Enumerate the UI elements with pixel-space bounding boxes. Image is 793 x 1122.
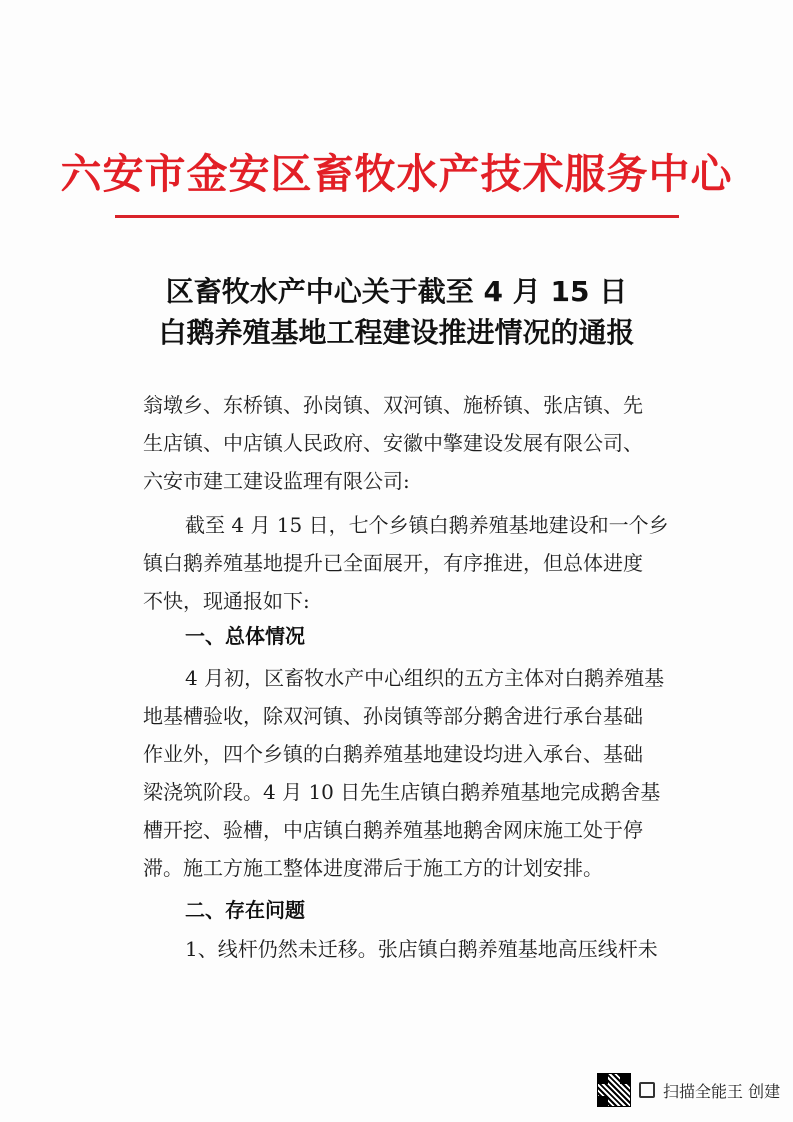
section-1-heading: 一、总体情况 bbox=[185, 624, 305, 648]
section-2-line: 1、线杆仍然未迁移。张店镇白鹅养殖基地高压线杆未 bbox=[185, 937, 658, 961]
intro-line: 不快，现通报如下: bbox=[143, 589, 310, 613]
section-2-heading: 二、存在问题 bbox=[185, 898, 305, 922]
section-1-line: 滞。施工方施工整体进度滞后于施工方的计划安排。 bbox=[143, 856, 603, 880]
scanner-watermark bbox=[597, 1070, 780, 1110]
document-title-line-2: 白鹅养殖基地工程建设推进情况的通报 bbox=[158, 316, 635, 349]
addressee-line: 翁墩乡、东桥镇、孙岗镇、双河镇、施桥镇、张店镇、先 bbox=[143, 393, 643, 417]
intro-line: 镇白鹅养殖基地提升已全面展开，有序推进，但总体进度 bbox=[143, 551, 643, 575]
issuing-organization-header: 六安市金安区畜牧水产技术服务中心 bbox=[60, 150, 733, 198]
watermark-text: 扫描全能王 创建 bbox=[663, 1081, 781, 1101]
addressee-line: 生店镇、中店镇人民政府、安徽中擎建设发展有限公司、 bbox=[143, 431, 643, 455]
scan-icon bbox=[639, 1082, 655, 1098]
section-1-line: 槽开挖、验槽，中店镇白鹅养殖基地鹅舍网床施工处于停 bbox=[143, 818, 643, 842]
document-title-line-1: 区畜牧水产中心关于截至 4 月 15 日 bbox=[165, 275, 628, 308]
addressee-line: 六安市建工建设监理有限公司: bbox=[143, 469, 410, 493]
intro-line: 截至 4 月 15 日，七个乡镇白鹅养殖基地建设和一个乡 bbox=[185, 513, 669, 537]
section-1-line: 作业外，四个乡镇的白鹅养殖基地建设均进入承台、基础 bbox=[143, 742, 643, 766]
section-1-line: 梁浇筑阶段。4 月 10 日先生店镇白鹅养殖基地完成鹅舍基 bbox=[143, 780, 661, 804]
red-header-rule bbox=[115, 215, 679, 218]
section-1-line: 地基槽验收，除双河镇、孙岗镇等部分鹅舍进行承台基础 bbox=[143, 704, 643, 728]
section-1-line: 4 月初，区畜牧水产中心组织的五方主体对白鹅养殖基 bbox=[185, 666, 665, 690]
qr-code-icon bbox=[597, 1073, 631, 1107]
